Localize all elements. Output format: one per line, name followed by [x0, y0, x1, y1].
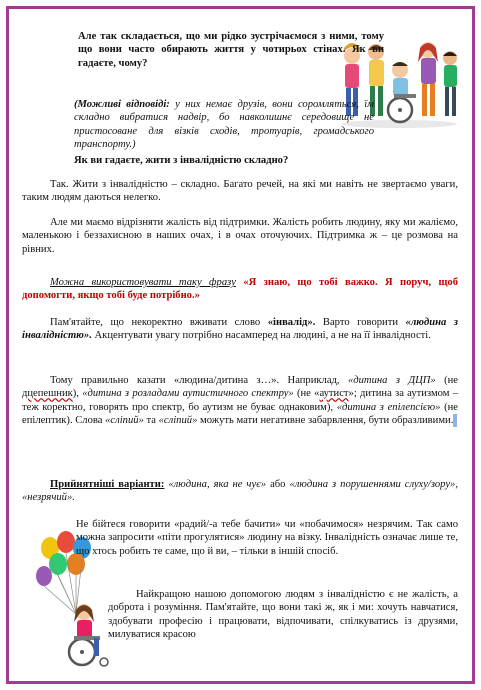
text-cursor: [453, 414, 457, 427]
p3-text-c: Варто говорити: [315, 317, 406, 328]
p5-a: «людина, яка не чує»: [164, 479, 267, 490]
p4-l: «сліпий»: [105, 415, 144, 427]
p5-b: або: [266, 479, 290, 490]
paragraph-1: Так. Жити з інвалідністю – складно. Багато речей, на які ми навіть не звертаємо уваги, таким людям даються нелегко.: [22, 179, 458, 204]
paragraph-5: [22, 478, 458, 505]
paragraph-6: Не бійтеся говорити «радий/-а тебе бачити» чи «побачимося» незрячим. Так само можна запросити «піти прогулятися» людину на візку. Інвалідність означає лише те, що хтось робить те саме, що й ви, – тільки в іншій спосіб.: [76, 519, 458, 557]
intro-answer-text: у них немає друзів, вони соромляться, їм складно вибратися надвір, бо навколишнє середовище не пристосоване для візків сходів, тротуарів, громадського транспорту.): [74, 99, 375, 151]
p5-label: Прийнятніші варіанти:: [50, 479, 165, 490]
p4-n: «сліпий»: [158, 415, 198, 427]
p4-m: та: [143, 415, 159, 427]
question-2: Як ви гадаєте, жити з інвалідністю складно?: [74, 155, 289, 166]
p4-i: »; дитина за аутизмом – теж коректно, говорять про спектр, бо аутизм не буває однаковим),: [22, 388, 459, 413]
paragraph-4: [22, 374, 458, 428]
intro-question: Але так складається, що ми рідко зустрічаємося з ними, тому що вони часто обирають життя у чотирьох стінах. Як ви гадаєте, чому?: [78, 31, 384, 69]
p4-c: (не: [435, 375, 458, 386]
phrase-quote: «Я знаю, що тобі важко. Я поруч, щоб допомогти, якщо тобі буде потрібно.»: [22, 277, 458, 302]
p4-o: можуть мати негативне забарвлення, бути образливими.: [197, 415, 454, 427]
intro-answer-label: (Можливі відповіді:: [74, 99, 170, 110]
p4-k: (не епілептик). Слова: [22, 401, 458, 427]
p4-g: (не «: [293, 388, 320, 400]
p4-j: «дитина з епілепсією»: [336, 401, 441, 413]
intro-answer: [74, 98, 374, 152]
p4-h: аутист: [319, 388, 349, 400]
paragraph-2: Але ми маємо відрізняти жалість від підтримки. Жалість робить людину, яку ми жаліємо, маленькою і беззахисною в наших очах, і в очах оточуючих. Підтримка ж – це розмова на рівних.: [22, 217, 458, 255]
paragraph-3: [22, 316, 458, 343]
phrase-paragraph: [22, 276, 458, 303]
p4-a: Тому правильно казати «людина/дитина з…». Наприклад,: [50, 375, 348, 386]
phrase-lead: Можна використовувати таку фразу: [50, 277, 236, 288]
p4-b: «дитина з ДЦП»: [347, 375, 436, 386]
p3-term-invalid: «інвалід».: [267, 317, 316, 328]
p4-f: «дитина з розладами аутистичного спектру»: [82, 388, 294, 400]
p3-term-correct: «людина з інвалідністю».: [22, 317, 459, 342]
p4-d: дцепешник: [22, 388, 73, 400]
paragraph-7: Найкращою нашою допомогою людям з інвалідністю є не жалість, а доброта і розуміння. Пам'ятайте, що вони такі ж, як і ми: хочуть навчатися, здобувати професію і працювати, відпочивати, спілкуватись із друзями, милуватися красою: [108, 589, 458, 641]
p3-text-e: Акцентувати увагу потрібно насамперед на людині, а не на її інвалідності.: [91, 330, 431, 342]
p4-e: ),: [72, 388, 83, 400]
p5-c: «людина з порушеннями слуху/зору», «незрячий».: [22, 479, 458, 504]
p3-text-a: Пам'ятайте, що некоректно вживати слово: [50, 317, 268, 328]
